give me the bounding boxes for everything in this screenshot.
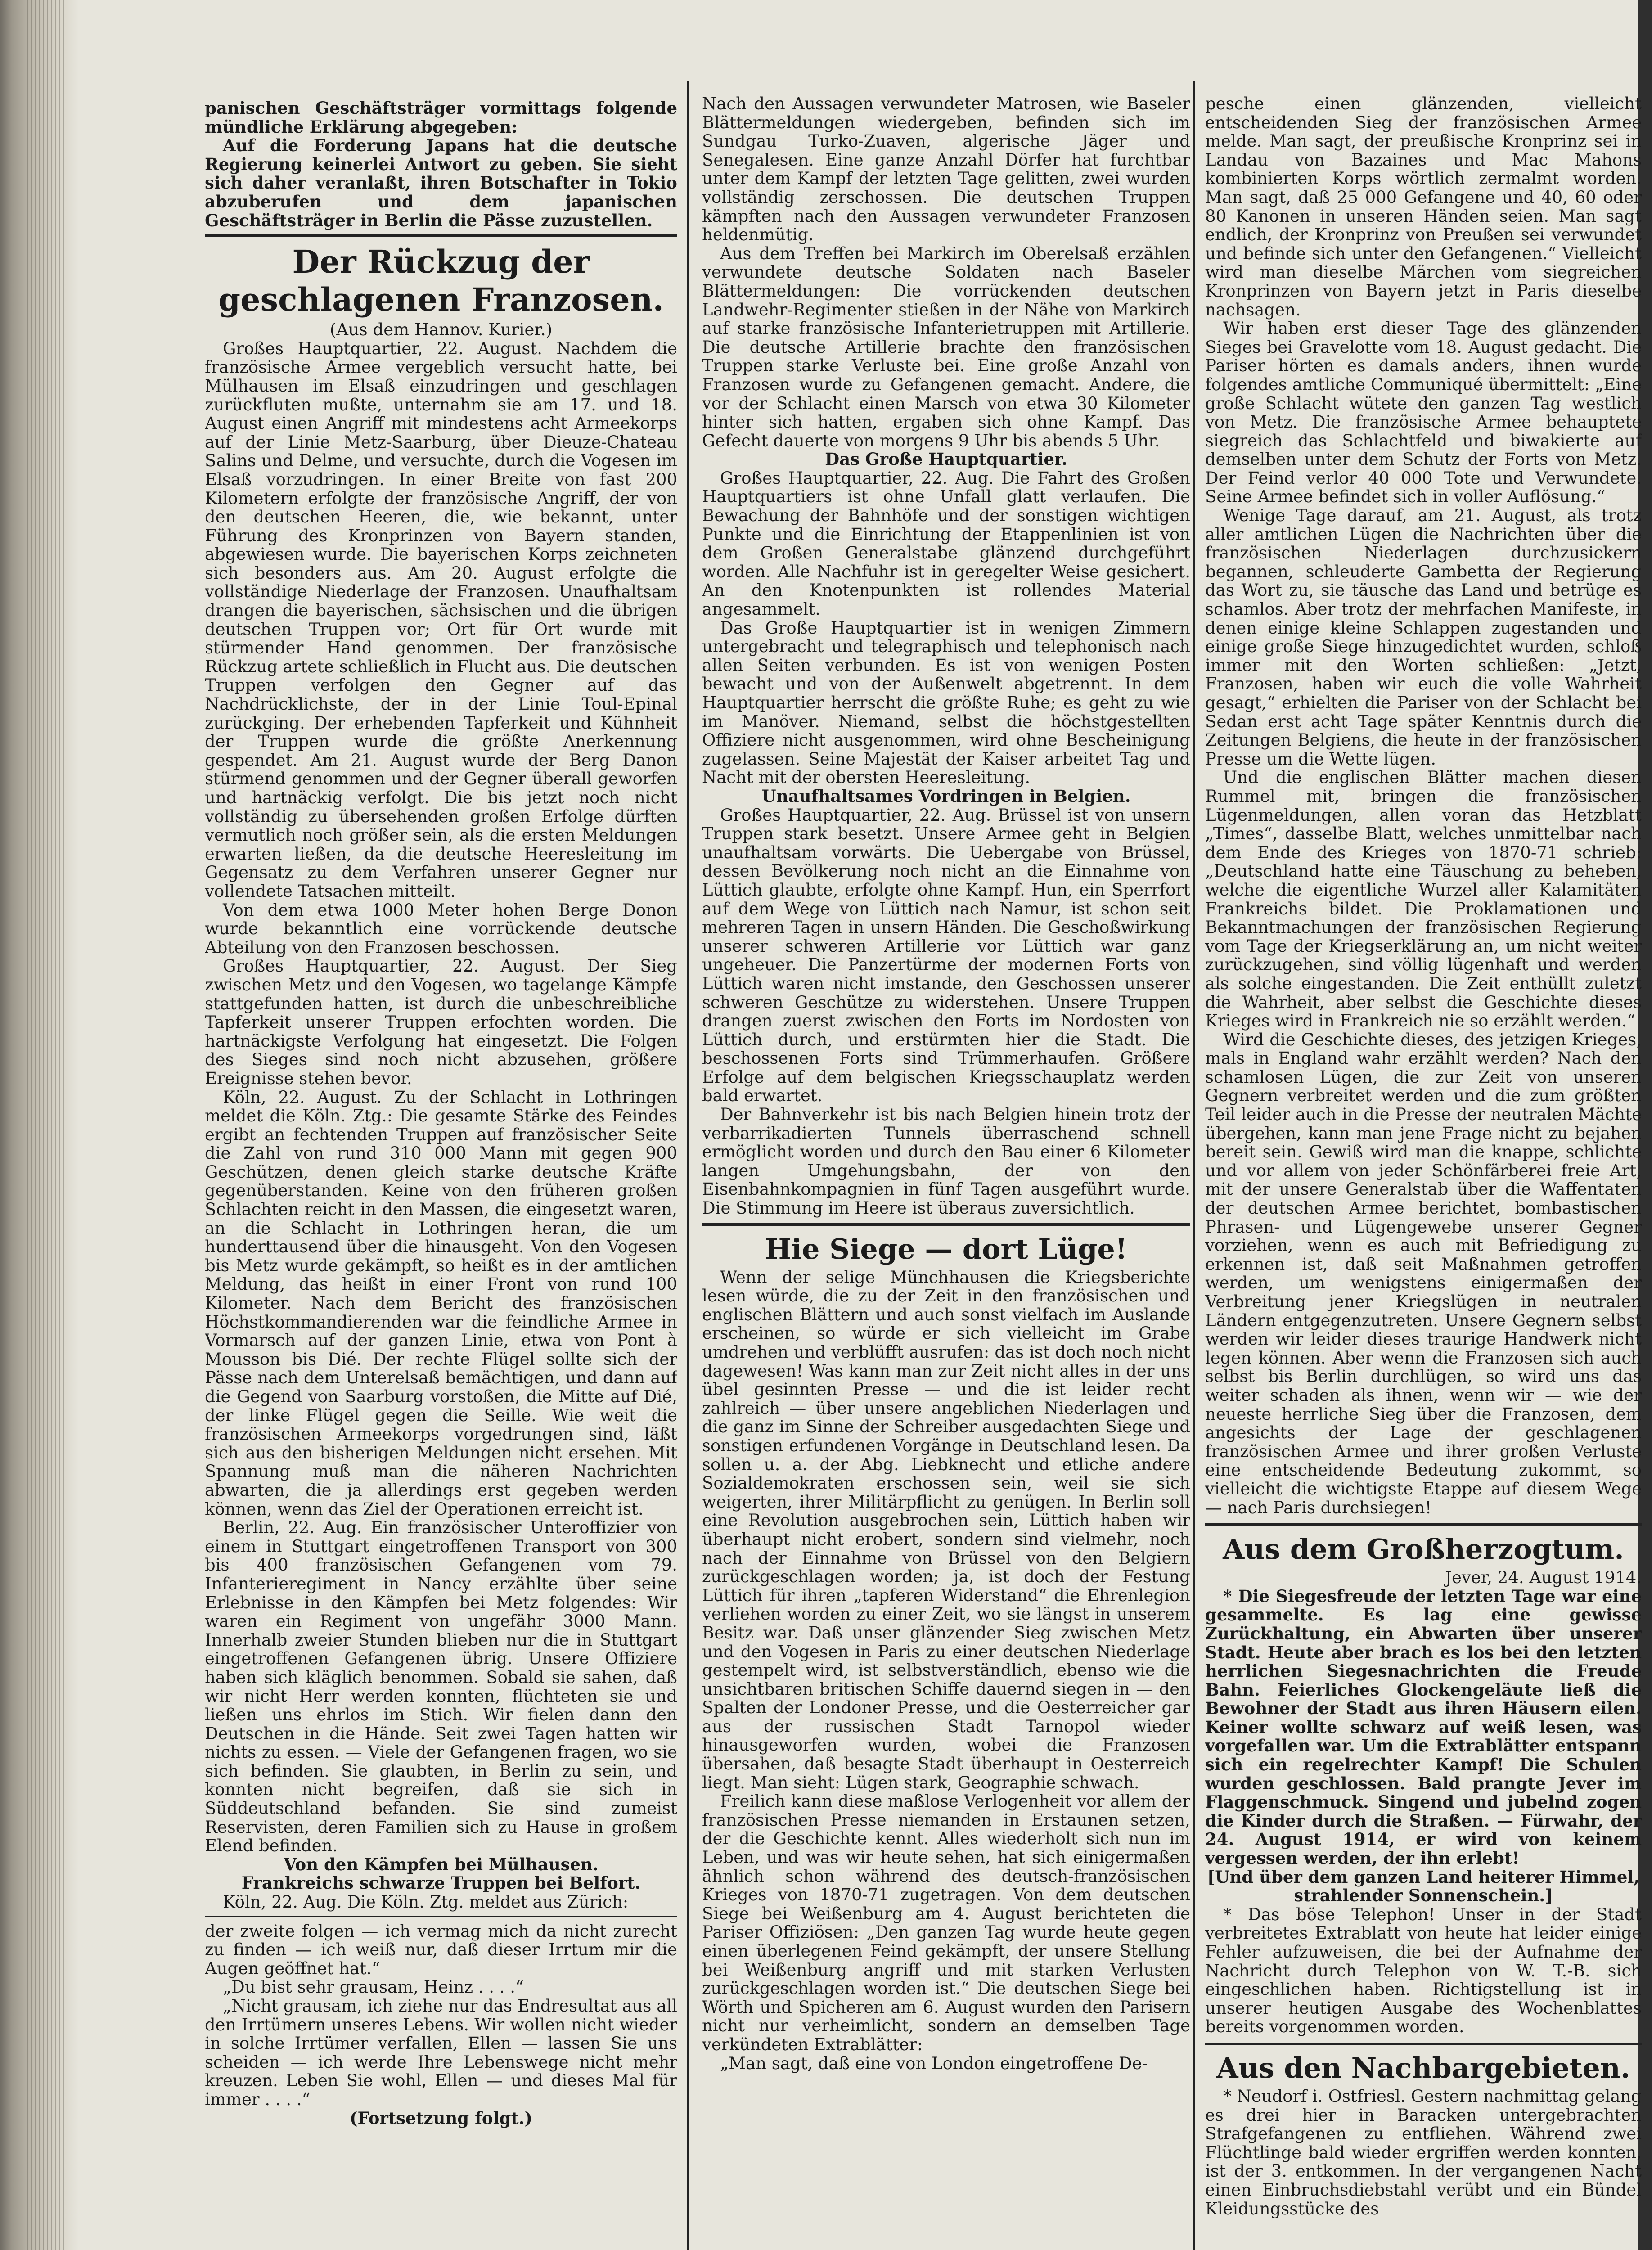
article-paragraph: Großes Hauptquartier, 22. Aug. Die Fahrt des Großen Hauptquartiers ist ohne Unfall glatt verlaufen. Die Bewachung der Bahnhöfe und der sonstigen wichtigen Punkte und die Einrichtung der Etappenlinien ist von dem Großen Generalstabe glänzend durchgeführt worden. Alle Nachfuhr ist in geregelter Weise gesichert. An den Knotenpunkten ist rollendes Material angesammelt. bbox=[702, 468, 1190, 619]
article-paragraph: pesche einen glänzenden, vielleicht entscheidenden Sieg der französischen Armee melde. Man sagt, der preußische Kronprinz sei in Landau von Bazaines und Mac Mahons kombinierten Korps wörtlich zermalmt worden. Man sagt, daß 25 000 Gefangene und 40, 60 oder 80 Kanonen in unseren Händen seien. Man sagt endlich, der Kronprinz von Preußen sei verwundet und befinde sich unter den Gefangenen.“ Vielleicht wird man dieselbe Märchen vom siegreichen Kronprinzen von Bayern jetzt in Paris dieselbe nachsagen. bbox=[1205, 94, 1642, 320]
article-paragraph: Köln, 22. Aug. Die Köln. Ztg. meldet aus Zürich: bbox=[223, 1892, 629, 1912]
column-rule-2 bbox=[1193, 81, 1195, 2250]
article-paragraph: Nach den Aussagen verwundeter Matrosen, wie Baseler Blättermeldungen wiedergeben, befinden sich im Sundgau Turko-Zuaven, algerische Jäger und Senegalesen. Eine ganze Anzahl Dörfer hat furchtbar unter dem Kampf der letzten Tage gelitten, zwei wurden vollständig zerschossen. Die deutschen Truppen kämpften nach den Aussagen verwundeter Franzosen heldenmütig. bbox=[702, 94, 1190, 245]
serial-paragraph: der zweite folgen — ich vermag mich da nicht zurecht zu finden — ich weiß nur, daß dieser Irrtum mir die Augen geöffnet hat.“ bbox=[205, 1921, 677, 1978]
article-paragraph: Das Große Hauptquartier ist in wenigen Zimmern untergebracht und telegraphisch und telephonisch nach allen Seiten verbunden. Es ist von wenigen Posten bewacht und von der Außenwelt abgetrennt. In dem Hauptquartier herrscht die größte Ruhe; es geht zu wie im Manöver. Niemand, selbst die höchstgestellten Offiziere nicht ausgenommen, wird ohne Bescheinigung zugelassen. Seine Majestät der Kaiser arbeitet Tag und Nacht mit der obersten Heeresleitung. bbox=[702, 618, 1190, 788]
subheading-belfort: Frankreichs schwarze Truppen bei Belfort. bbox=[241, 1873, 641, 1893]
headline-grossherzogtum: Aus dem Großherzogtum. bbox=[1223, 1533, 1624, 1566]
article-paragraph: Der Bahnverkehr ist bis nach Belgien hinein trotz der verbarrikadierten Tunnels überraschend schnell ermöglicht worden und durch den Bau einer 6 Kilometer langen Umgehungsbahn, der von den Eisenbahnkompagnien in fünf Tagen ausgeführt wurde. Die Stimmung im Heere ist überaus zuversichtlich. bbox=[702, 1105, 1190, 1218]
book-spine bbox=[0, 0, 79, 2250]
serial-paragraph: „Du bist sehr grausam, Heinz . . . .“ bbox=[223, 1977, 524, 1997]
headline-nachbargebiete: Aus den Nachbargebieten. bbox=[1216, 2051, 1630, 2084]
section-rule bbox=[1205, 1523, 1642, 1526]
column-rule-1 bbox=[687, 81, 689, 2250]
declaration-text: Auf die Forderung Japans hat die deutsche Regierung keinerlei Antwort zu geben. Sie sieht sich daher veranlaßt, ihren Botschafter in Tokio abzuberufen und dem japanischen Geschäftsträger in Berlin die Pässe zuzustellen. bbox=[205, 135, 677, 230]
column-3 bbox=[1205, 94, 1642, 2250]
feuilleton-rule bbox=[205, 1916, 677, 1917]
intro-text: panischen Geschäftsträger vormittags folgende mündliche Erklärung abgegeben: bbox=[205, 99, 677, 137]
subheading-muelhausen: Von den Kämpfen bei Mülhausen. bbox=[284, 1854, 599, 1874]
column-2 bbox=[702, 94, 1190, 2250]
local-news-paragraph: * Die Siegesfreude der letzten Tage war eine gesammelte. Es lag eine gewisse Zurückhaltung, ein Abwarten über unserer Stadt. Heute aber brach es los bei den letzten herrlichen Siegesnachrichten die Freude Bahn. Feierliches Glockengeläute ließ die Bewohner der Stadt aus ihren Häusern eilen. Keiner wollte schwarz auf weiß lesen, was vorgefallen war. Um die Extrablätter entspann sich ein regelrechter Kampf! Die Schulen wurden geschlossen. Bald prangte Jever im Flaggenschmuck. Singend und jubelnd zogen die Kinder durch die Straßen. — Fürwahr, der 24. August 1914, er wird von keinem vergessen werden, der ihn erlebt! bbox=[1205, 1586, 1642, 1868]
article-paragraph: Wenn der selige Münchhausen die Kriegsberichte lesen würde, die zu der Zeit in den französischen und englischen Blättern und auch sonst vielfach im Auslande erscheinen, so würde er sich vielleicht im Grabe umdrehen und verblüfft ausrufen: das ist doch noch nicht dagewesen! Was kann man zur Zeit nicht alles in der uns übel gesinnten Presse — und die ist leider recht zahlreich — über unsere angeblichen Niederlagen und die ganz im Sinne der Schreiber ausgedachten Siege und sonstigen erfundenen Vorgänge in Deutschland lesen. Da sollen u. a. der Abg. Liebknecht und etliche andere Sozialdemokraten erschossen sein, weil sie sich weigerten, ihrer Militärpflicht zu genügen. In Berlin soll eine Revolution ausgebrochen sein, Lüttich haben wir überhaupt nicht erobert, sondern sind vielmehr, noch nach der Einnahme von Brüssel von den Belgiern zurückgeschlagen worden; ja, ist doch der Festung Lüttich für ihren „tapferen Widerstand“ die Ehrenlegion verliehen worden zu einer Zeit, wo sie längst in unserem Besitz war. Daß unser glänzender Sieg zwischen Metz und den Vogesen in Paris zu einer deutschen Niederlage gestempelt wird, ist selbstverständlich, ebenso wie die unsichtbaren britischen Schiffe dauernd siegen in — den Spalten der Londoner Presse, und die Oesterreicher gar aus der russischen Stadt Tarnopol wieder hinausgeworfen wurden, wobei die Franzosen übersahen, daß besagte Stadt überhaupt in Oesterreich liegt. Man sieht: Lügen stark, Geographie schwach. bbox=[702, 1267, 1190, 1792]
headline-rule bbox=[205, 234, 677, 237]
page-edges bbox=[27, 0, 72, 2250]
column-1 bbox=[205, 99, 677, 2214]
article-paragraph: Wird die Geschichte dieses, des jetzigen Krieges, mals in England wahr erzählt werden? Nach den schamlosen Lügen, die zur Zeit von unseren Gegnern verbreitet werden und die zum größten Teil leider auch in die Presse der neutralen Mächte übergehen, kann man jene Frage nicht zu bejahen bereit sein. Gewiß wird man die knappe, schlichte und vor allem von jeder Schönfärberei freie Art, mit der unsere Generalstab über die Waffentaten der deutschen Armee berichtet, bombastischen Phrasen- und Lügengewebe unserer Gegner vorziehen, wenn es auch mit Befriedigung zu erkennen ist, daß seit Maßnahmen getroffen werden, um wenigstens einigermaßen der Verbreitung jener Kriegslügen in neutralen Ländern entgegenzutreten. Unsere Gegnern selbst werden wir leider dieses traurige Handwerk nicht legen können. Aber wenn die Franzosen sich auch selbst bis Berlin durchlügen, so wird uns das weiter schaden als ihnen, wenn wir — wie der neueste herrliche Sieg über die Franzosen, dem angesichts der Lage der geschlagenen französischen Armee und ihrer großen Verluste eine entscheidende Bedeutung zukommt, so vielleicht die wichtigste Etappe auf diesem Wege — nach Paris durchsiegen! bbox=[1205, 1030, 1642, 1517]
article-paragraph: Wir haben erst dieser Tage des glänzenden Sieges bei Gravelotte vom 18. August gedacht. Die Pariser hörten es damals anders, ihnen wurde folgendes amtliche Communiqué übermittelt: „Eine große Schlacht wütete den ganzen Tag westlich von Metz. Die französische Armee behauptete siegreich das Schlachtfeld und biwakierte auf demselben unter dem Schutz der Forts von Metz. Der Feind verlor 40 000 Tote und Verwundete. Seine Armee befindet sich in voller Auflösung.“ bbox=[1205, 319, 1642, 507]
bracket-note: [Und über dem ganzen Land heiterer Himmel, strahlender Sonnenschein.] bbox=[1207, 1867, 1640, 1906]
article-paragraph: Wenige Tage darauf, am 21. August, als trotz aller amtlichen Lügen die Nachrichten über die französischen Niederlagen durchzusickern begannen, schleuderte Gambetta der Regierung das Wort zu, sie täusche das Land und betrüge es schamlos. Aber trotz der mehrfachen Manifeste, in denen einige kleine Schlappen zugestanden und einige große Siege hinzugedichtet wurden, schloß immer mit den Worten schließen: „Jetzt, Franzosen, haben wir euch die volle Wahrheit gesagt,“ erhielten die Pariser von der Schlacht bei Sedan erst acht Tage später Kenntnis durch die Zeitungen Belgiens, die heute in der französischen Presse um die Wette lügen. bbox=[1205, 506, 1642, 769]
local-news-paragraph: * Neudorf i. Ostfriesl. Gestern nachmittag gelang es drei hier in Baracken untergebrachten Strafgefangenen zu entfliehen. Während zwei Flüchtlinge bald wieder ergriffen werden konnten, ist der 3. entkommen. In der vergangenen Nacht einen Einbruchsdiebstahl verübt und ein Bündel Kleidungsstücke des bbox=[1205, 2086, 1642, 2218]
article-paragraph: Köln, 22. August. Zu der Schlacht in Lothringen meldet die Köln. Ztg.: Die gesamte Stärke des Feindes ergibt an fechtenden Truppen auf französischer Seite die Zahl von rund 310 000 Mann mit gegen 900 Geschützen, denen gleich starke deutsche Kräfte gegenüberstanden. Keine von den früheren großen Schlachten reicht in den Massen, die eingesetzt waren, an die Schlacht in Lothringen heran, die um hunderttausend über die hinausgeht. Von den Vogesen bis Metz wurde gekämpft, so heißt es in der amtlichen Meldung, das heißt in einer Front von rund 100 Kilometer. Nach dem Bericht des französischen Höchstkommandierenden war die feindliche Armee in Vormarsch auf der ganzen Linie, etwa von Pont à Mousson bis Dié. Der rechte Flügel sollte sich der Pässe nach dem Unterelsaß bemächtigen, und dann auf die Gegend von Saarburg vorstoßen, die Mitte auf Dié, der linke Flügel gegen die Seille. Wie weit die französischen Armeekorps vorgedrungen sind, läßt sich aus den bisherigen Meldungen nicht ersehen. Mit Spannung muß man die näheren Nachrichten abwarten, die ja allerdings erst gegeben werden können, wenn das Ziel der Operationen erreicht ist. bbox=[205, 1087, 677, 1519]
article-paragraph: „Man sagt, daß eine von London eingetroffene De- bbox=[720, 2053, 1148, 2073]
source-line: (Aus dem Hannov. Kurier.) bbox=[329, 320, 553, 340]
article-paragraph: Und die englischen Blätter machen diesen Rummel mit, bringen die französischen Lügenmeldungen, allen voran das Hetzblatt „Times“, dasselbe Blatt, welches unmittelbar nach dem Ende des Krieges von 1870-71 schrieb: „Deutschland hatte eine Täuschung zu beheben, welche die eigentliche Wurzel aller Kalamitäten Frankreichs bildet. Die Proklamationen und Bekanntmachungen der französischen Regierung vom Tage der Kriegserklärung an, um nicht weiter zurückzugehen, sind völlig lügenhaft und werden als solche eingestanden. Die Zeit enthüllt zuletzt die Wahrheit, aber selbst die Geschichte dieses Krieges wird in Frankreich nie so erzählt werden.“ bbox=[1205, 768, 1642, 1031]
dateline: Jever, 24. August 1914. bbox=[1445, 1568, 1642, 1588]
article-paragraph: Von dem etwa 1000 Meter hohen Berge Donon wurde bekanntlich eine vorrückende deutsche Abteilung von den Franzosen beschossen. bbox=[205, 900, 677, 957]
article-paragraph: Großes Hauptquartier, 22. August. Der Sieg zwischen Metz und den Vogesen, wo tagelange Kämpfe stattgefunden hatten, ist durch die unbeschreibliche Tapferkeit unserer Truppen erfochten worden. Die hartnäckigste Verfolgung hat eingesetzt. Die Folgen des Sieges sind noch nicht abzusehen, größere Ereignisse stehen bevor. bbox=[205, 956, 677, 1088]
article-paragraph: Großes Hauptquartier, 22. August. Nachdem die französische Armee vergeblich versucht hatte, bei Mülhausen im Elsaß einzudringen und geschlagen zurückfluten mußte, unternahm sie am 17. und 18. August einen Angriff mit mindestens acht Armeekorps auf der Linie Metz-Saarburg, über Dieuze-Chateau Salins und Delme, und versuchte, durch die Vogesen im Elsaß vorzudringen. In einer Breite von fast 200 Kilometern erfolgte der französische Angriff, der von den deutschen Heeren, die, wie bekannt, unter Führung des Kronprinzen von Bayern standen, abgewiesen wurde. Die bayerischen Korps zeichneten sich besonders aus. Am 20. August erfolgte die vollständige Niederlage der Franzosen. Unaufhaltsam drangen die bayerischen, sächsischen und die übrigen deutschen Truppen vor; Ort für Ort wurde mit stürmender Hand genommen. Der französische Rückzug artete schließlich in Flucht aus. Die deutschen Truppen verfolgen den Gegner auf das Nachdrücklichste, der in der Linie Toul-Epinal zurückging. Der erhebenden Tapferkeit und Kühnheit der Truppen wurde die größte Anerkennung gespendet. Am 21. August wurde der Berg Danon stürmend genommen und der Gegner überall geworfen und hartnäckig verfolgt. Die bis jetzt noch nicht vollständig zu übersehenden großen Erfolge dürften vermutlich noch größer sein, als die ersten Meldungen erwarten ließen, da die deutsche Heeresleitung im Gegensatz zu dem Verfahren unserer Gegner nur vollendete Tatsachen mitteilt. bbox=[205, 338, 677, 901]
article-paragraph: Aus dem Treffen bei Markirch im Oberelsaß erzählen verwundete deutsche Soldaten nach Baseler Blättermeldungen: Die vorrückenden deutschen Landwehr-Regimenter stießen in der Nähe von Markirch auf starke französische Infanterietruppen mit Artillerie. Die deutsche Artillerie brachte den französischen Truppen starke Verluste bei. Eine große Anzahl von Franzosen wurde zu Gefangenen gemacht. Andere, die vor der Schlacht einen Marsch von etwa 30 Kilometer hinter sich hatten, ergaben sich ohne Kampf. Das Gefecht dauerte von morgens 9 Uhr bis abends 5 Uhr. bbox=[702, 243, 1190, 450]
headline-rule bbox=[702, 1223, 1190, 1226]
article-paragraph: Freilich kann diese maßlose Verlogenheit vor allem der französischen Presse niemanden in Erstaunen setzen, der die Geschichte kennt. Alles wiederholt sich nun im Leben, und was wir heute sehen, hat sich einigermaßen ähnlich schon während des deutsch-französischen Krieges von 1870-71 zugetragen. Von dem deutschen Siege bei Weißenburg am 4. August berichteten die Pariser Offiziösen: „Den ganzen Tag wurde heute gegen einen überlegenen Feind gekämpft, der unsere Stellung bei Weißenburg angriff und mit starken Verlusten zurückgeschlagen worden ist.“ Die deutschen Siege bei Wörth und Spicheren am 6. August wurden den Parisern nicht nur verheimlicht, sondern an demselben Tage verkündeten Extrablätter: bbox=[702, 1791, 1190, 2054]
article-paragraph: Großes Hauptquartier, 22. Aug. Brüssel ist von unsern Truppen stark besetzt. Unsere Armee geht in Belgien unaufhaltsam vorwärts. Die Uebergabe von Brüssel, dessen Bevölkerung noch nicht an die Einnahme von Lüttich glaubte, erfolgte ohne Kampf. Hun, ein Sperrfort auf dem Wege von Lüttich nach Namur, ist schon seit mehreren Tagen in unsern Händen. Die Geschoßwirkung unserer schweren Artillerie vor Lüttich war ganz ungeheuer. Die Panzertürme der modernen Forts von Lüttich waren nicht imstande, den Geschossen unserer schweren Geschütze zu widerstehen. Unsere Truppen drangen zuerst zwischen den Forts im Nordosten von Lüttich durch, und erstürmten hier die Stadt. Die beschossenen Forts sind Trümmerhaufen. Größere Erfolge auf dem belgischen Kriegsschauplatz werden bald erwartet. bbox=[702, 805, 1190, 1106]
continuation-note: (Fortsetzung folgt.) bbox=[349, 2108, 533, 2128]
subheading-belgien: Unaufhaltsames Vordringen in Belgien. bbox=[761, 786, 1131, 806]
serial-paragraph: „Nicht grausam, ich ziehe nur das Endresultat aus all den Irrtümern unseres Lebens. Wir wollen nicht wieder in solche Irrtümer verfallen, Ellen — lassen Sie uns scheiden — ich werde Ihre Lebenswege nicht mehr kreuzen. Leben Sie wohl, Ellen — und dieses Mal für immer . . . .“ bbox=[205, 1996, 677, 2109]
section-rule bbox=[1205, 2043, 1642, 2045]
headline-siege-luege: Hie Siege — dort Lüge! bbox=[765, 1232, 1128, 1265]
headline-rueckzug: Der Rückzug der geschlagenen Franzosen. bbox=[218, 243, 664, 319]
subheading-hauptquartier: Das Große Hauptquartier. bbox=[825, 449, 1067, 469]
article-paragraph: Berlin, 22. Aug. Ein französischer Unteroffizier von einem in Stuttgart eingetroffenen Transport von 300 bis 400 französischen Gefangenen vom 79. Infanterieregiment in Nancy erzählte über seine Erlebnisse in den Kämpfen bei Metz folgendes: Wir waren ein Regiment von ungefähr 3000 Mann. Innerhalb zweier Stunden blieben nur die in Stuttgart eingetroffenen Gefangenen übrig. Unsere Offiziere haben sich kläglich benommen. Sobald sie sahen, daß wir nicht Herr werden konnten, flüchteten sie und ließen uns ehrlos im Stich. Wir fielen dann den Deutschen in die Hände. Seit zwei Tagen hatten wir nichts zu essen. — Viele der Gefangenen fragen, wo sie sich befinden. Sie glaubten, in Berlin zu sein, und konnten nicht begreifen, daß sie sich in Süddeutschland befanden. Sie sind zumeist Reservisten, deren Familien sich zu Hause in großem Elend befinden. bbox=[205, 1518, 677, 1856]
local-news-paragraph: * Das böse Telephon! Unser in der Stadt verbreitetes Extrablatt von heute hat leider einige Fehler aufzuweisen, die bei der Aufnahme der Nachricht durch Telephon von W. T.-B. sich eingeschlichen haben. Richtigstellung ist in unserer heutigen Ausgabe des Wochenblattes bereits vorgenommen worden. bbox=[1205, 1904, 1642, 2037]
